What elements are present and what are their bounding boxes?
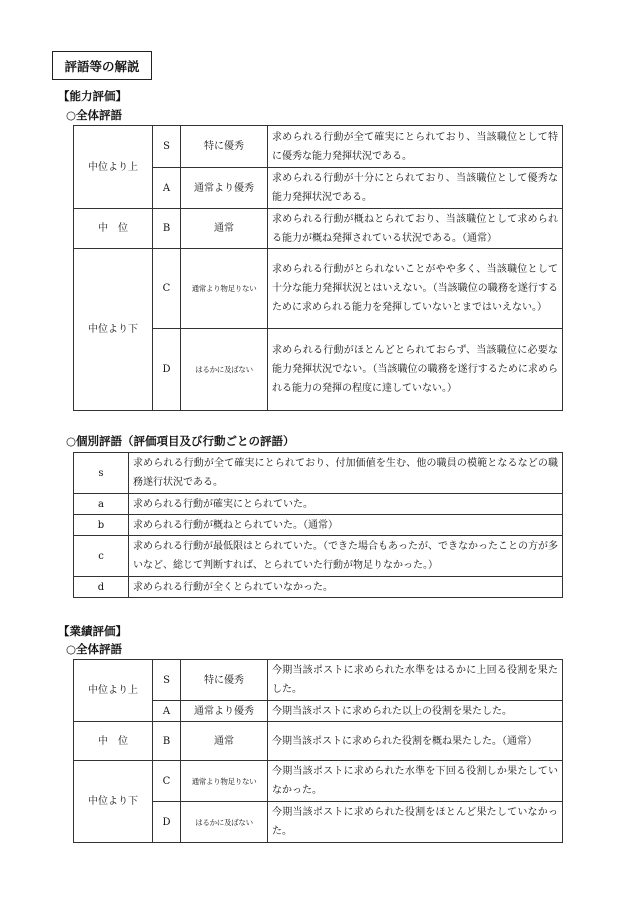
grade-d: d [74, 577, 129, 598]
grade-label: 通常 [181, 722, 268, 761]
group-label-upper: 中位より上 [74, 660, 153, 722]
grade-a: A [153, 168, 181, 209]
ability-overall-table [73, 125, 563, 411]
performance-heading: 【業績評価】 [58, 624, 127, 638]
grade-description: 今期当該ポストに求められた以上の役割を果たした。 [268, 701, 563, 722]
grade-label: 通常 [181, 209, 268, 249]
grade-label: 通常より物足りない [181, 249, 268, 329]
ability-individual-table [73, 452, 563, 598]
grade-description: 求められる行動が全くとられていなかった。 [129, 577, 563, 598]
grade-label: はるかに及ばない [181, 329, 268, 411]
table-row [74, 722, 563, 761]
grade-a: A [153, 701, 181, 722]
table-row [74, 453, 563, 494]
grade-a: a [74, 494, 129, 515]
table-row [74, 660, 563, 701]
grade-label: 通常より優秀 [181, 168, 268, 209]
grade-label: はるかに及ばない [181, 802, 268, 843]
grade-c: c [74, 536, 129, 577]
grade-label: 特に優秀 [181, 660, 268, 701]
grade-description: 求められる行動が概ねとられていた。（通常） [129, 515, 563, 536]
ability-overall-heading: ○全体評語 [66, 108, 123, 122]
grade-description: 求められる行動が十分にとられており、当該職位として優秀な能力発揮状況である。 [268, 168, 563, 209]
table-row [74, 761, 563, 802]
table-row [74, 249, 563, 329]
grade-description: 求められる行動が概ねとられており、当該職位として求められる能力が概ね発揮されている状況である。（通常） [268, 209, 563, 249]
table-row [74, 126, 563, 168]
grade-s: S [153, 660, 181, 701]
grade-description: 求められる行動がほとんどとられておらず、当該職位に必要な能力発揮状況でない。（当該職位の職務を遂行するために求められる能力の発揮の程度に達していない。） [268, 329, 563, 411]
table-row [74, 515, 563, 536]
grade-description: 今期当該ポストに求められた水準を下回る役割しか果たしていなかった。 [268, 761, 563, 802]
grade-d: D [153, 802, 181, 843]
grade-label: 通常より物足りない [181, 761, 268, 802]
grade-description: 今期当該ポストに求められた役割をほとんど果たしていなかった。 [268, 802, 563, 843]
grade-description: 今期当該ポストに求められた役割を概ね果たした。（通常） [268, 722, 563, 761]
grade-s: s [74, 453, 129, 494]
grade-b: B [153, 722, 181, 761]
performance-overall-table [73, 659, 563, 843]
table-row [74, 209, 563, 249]
grade-description: 求められる行動がとられないことがやや多く、当該職位として十分な能力発揮状況とはいえない。（当該職位の職務を遂行するために求められる能力を発揮していないとまではいえない。） [268, 249, 563, 329]
grade-description: 今期当該ポストに求められた水準をはるかに上回る役割を果たした。 [268, 660, 563, 701]
grade-description: 求められる行動が最低限はとられていた。（できた場合もあったが、できなかったことの方が多いなど、総じて判断すれば、とられていた行動が物足りなかった。） [129, 536, 563, 577]
group-label-upper: 中位より上 [74, 126, 153, 209]
performance-overall-heading: ○全体評語 [66, 642, 123, 656]
grade-d: D [153, 329, 181, 411]
ability-heading: 【能力評価】 [58, 89, 127, 103]
group-label-lower: 中位より下 [74, 249, 153, 411]
grade-c: C [153, 761, 181, 802]
table-row [74, 494, 563, 515]
grade-description: 求められる行動が全て確実にとられており、当該職位として特に優秀な能力発揮状況である。 [268, 126, 563, 168]
group-label-middle: 中 位 [74, 209, 153, 249]
page-title: 評語等の解説 [52, 51, 152, 80]
grade-b: b [74, 515, 129, 536]
grade-label: 通常より優秀 [181, 701, 268, 722]
group-label-middle: 中 位 [74, 722, 153, 761]
table-row [74, 536, 563, 577]
grade-description: 求められる行動が全て確実にとられており、付加価値を生む、他の職員の模範となるなどの職務遂行状況である。 [129, 453, 563, 494]
grade-s: S [153, 126, 181, 168]
table-row [74, 577, 563, 598]
grade-label: 特に優秀 [181, 126, 268, 168]
group-label-lower: 中位より下 [74, 761, 153, 843]
ability-individual-heading: ○個別評語（評価項目及び行動ごとの評語） [66, 434, 295, 448]
grade-description: 求められる行動が確実にとられていた。 [129, 494, 563, 515]
grade-c: C [153, 249, 181, 329]
grade-b: B [153, 209, 181, 249]
